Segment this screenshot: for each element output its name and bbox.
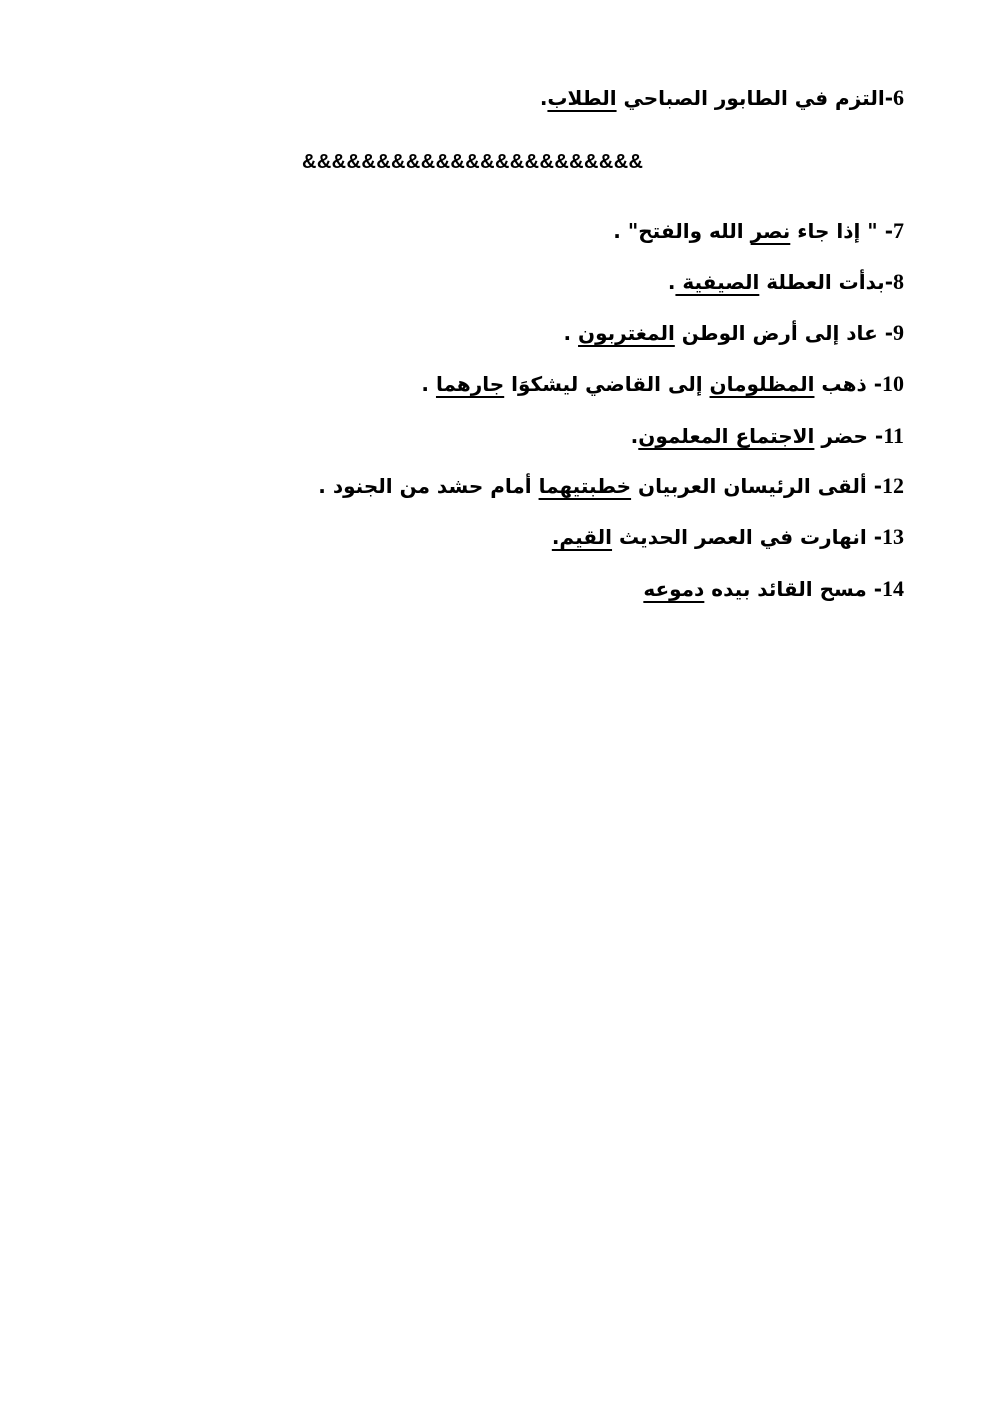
sentence-11 [631, 422, 904, 450]
underlined-word: الطلاب [547, 86, 617, 110]
underlined-word: المغتربون [578, 321, 675, 345]
sentence-end: . [563, 321, 579, 345]
sentence-text: انهارت في العصر الحديث [612, 525, 867, 549]
sentence-text: عاد إلى أرض الوطن [674, 321, 878, 345]
underlined-word: الصيفية [675, 270, 760, 294]
sentence-text: ذهب [814, 372, 867, 396]
sentence-7 [613, 217, 904, 245]
sentence-10 [421, 370, 904, 398]
sentence-text: " إذا جاء [790, 219, 878, 243]
underlined-word: القيم. [551, 525, 613, 549]
sentence-text: مسح القائد بيده [704, 577, 867, 601]
sentence-number: 11 [883, 423, 904, 448]
sentence-text: ألقى الرئيسان العربيان [631, 474, 867, 498]
underlined-word: نصر [750, 219, 791, 243]
sentence-dash: - [877, 219, 893, 243]
sentence-dash: - [866, 525, 882, 549]
sentence-end: . [539, 86, 548, 110]
sentence-12 [318, 472, 904, 500]
sentence-number: 14 [882, 576, 904, 601]
sentence-dash: - [884, 270, 893, 294]
sentence-number: 9 [893, 320, 904, 345]
sentence-number: 7 [893, 218, 904, 243]
sentence-8 [668, 268, 904, 296]
sentence-text: حضر [814, 424, 868, 448]
sentence-6 [540, 84, 904, 112]
sentence-text: التزم في الطابور الصباحي [616, 86, 885, 110]
sentence-end: . [630, 424, 639, 448]
sentence-9 [563, 319, 904, 347]
sentence-number: 6 [893, 85, 904, 110]
underlined-word: المظلومان [709, 372, 815, 396]
sentence-dash: - [884, 86, 893, 110]
underlined-word: خطبتيهما [538, 474, 632, 498]
sentence-number: 13 [882, 524, 904, 549]
sentence-dash: - [877, 321, 893, 345]
sentence-dash: - [866, 474, 882, 498]
underlined-word-2: جارهما [435, 372, 505, 396]
sentence-number: 8 [893, 269, 904, 294]
sentence-end: الله والفتح" . [613, 219, 751, 243]
underlined-word: الاجتماع المعلمون [638, 424, 815, 448]
sentence-text: بدأت العطلة [759, 270, 885, 294]
sentence-dash: - [867, 424, 884, 448]
separator-line: &&&&&&&&&&&&&&&&&&&&&&& [302, 151, 644, 173]
sentence-number: 10 [882, 371, 904, 396]
sentence-end: . [421, 372, 436, 396]
sentence-end: . [667, 270, 676, 294]
sentence-dash: - [866, 577, 882, 601]
sentence-number: 12 [882, 473, 904, 498]
sentence-13 [552, 523, 904, 551]
sentence-text-middle: إلى القاضي ليشكوَا [504, 372, 710, 396]
sentence-14 [643, 575, 904, 603]
sentence-end: أمام حشد من الجنود . [318, 474, 539, 498]
underlined-word: دموعه [643, 577, 705, 601]
sentence-dash: - [866, 372, 882, 396]
